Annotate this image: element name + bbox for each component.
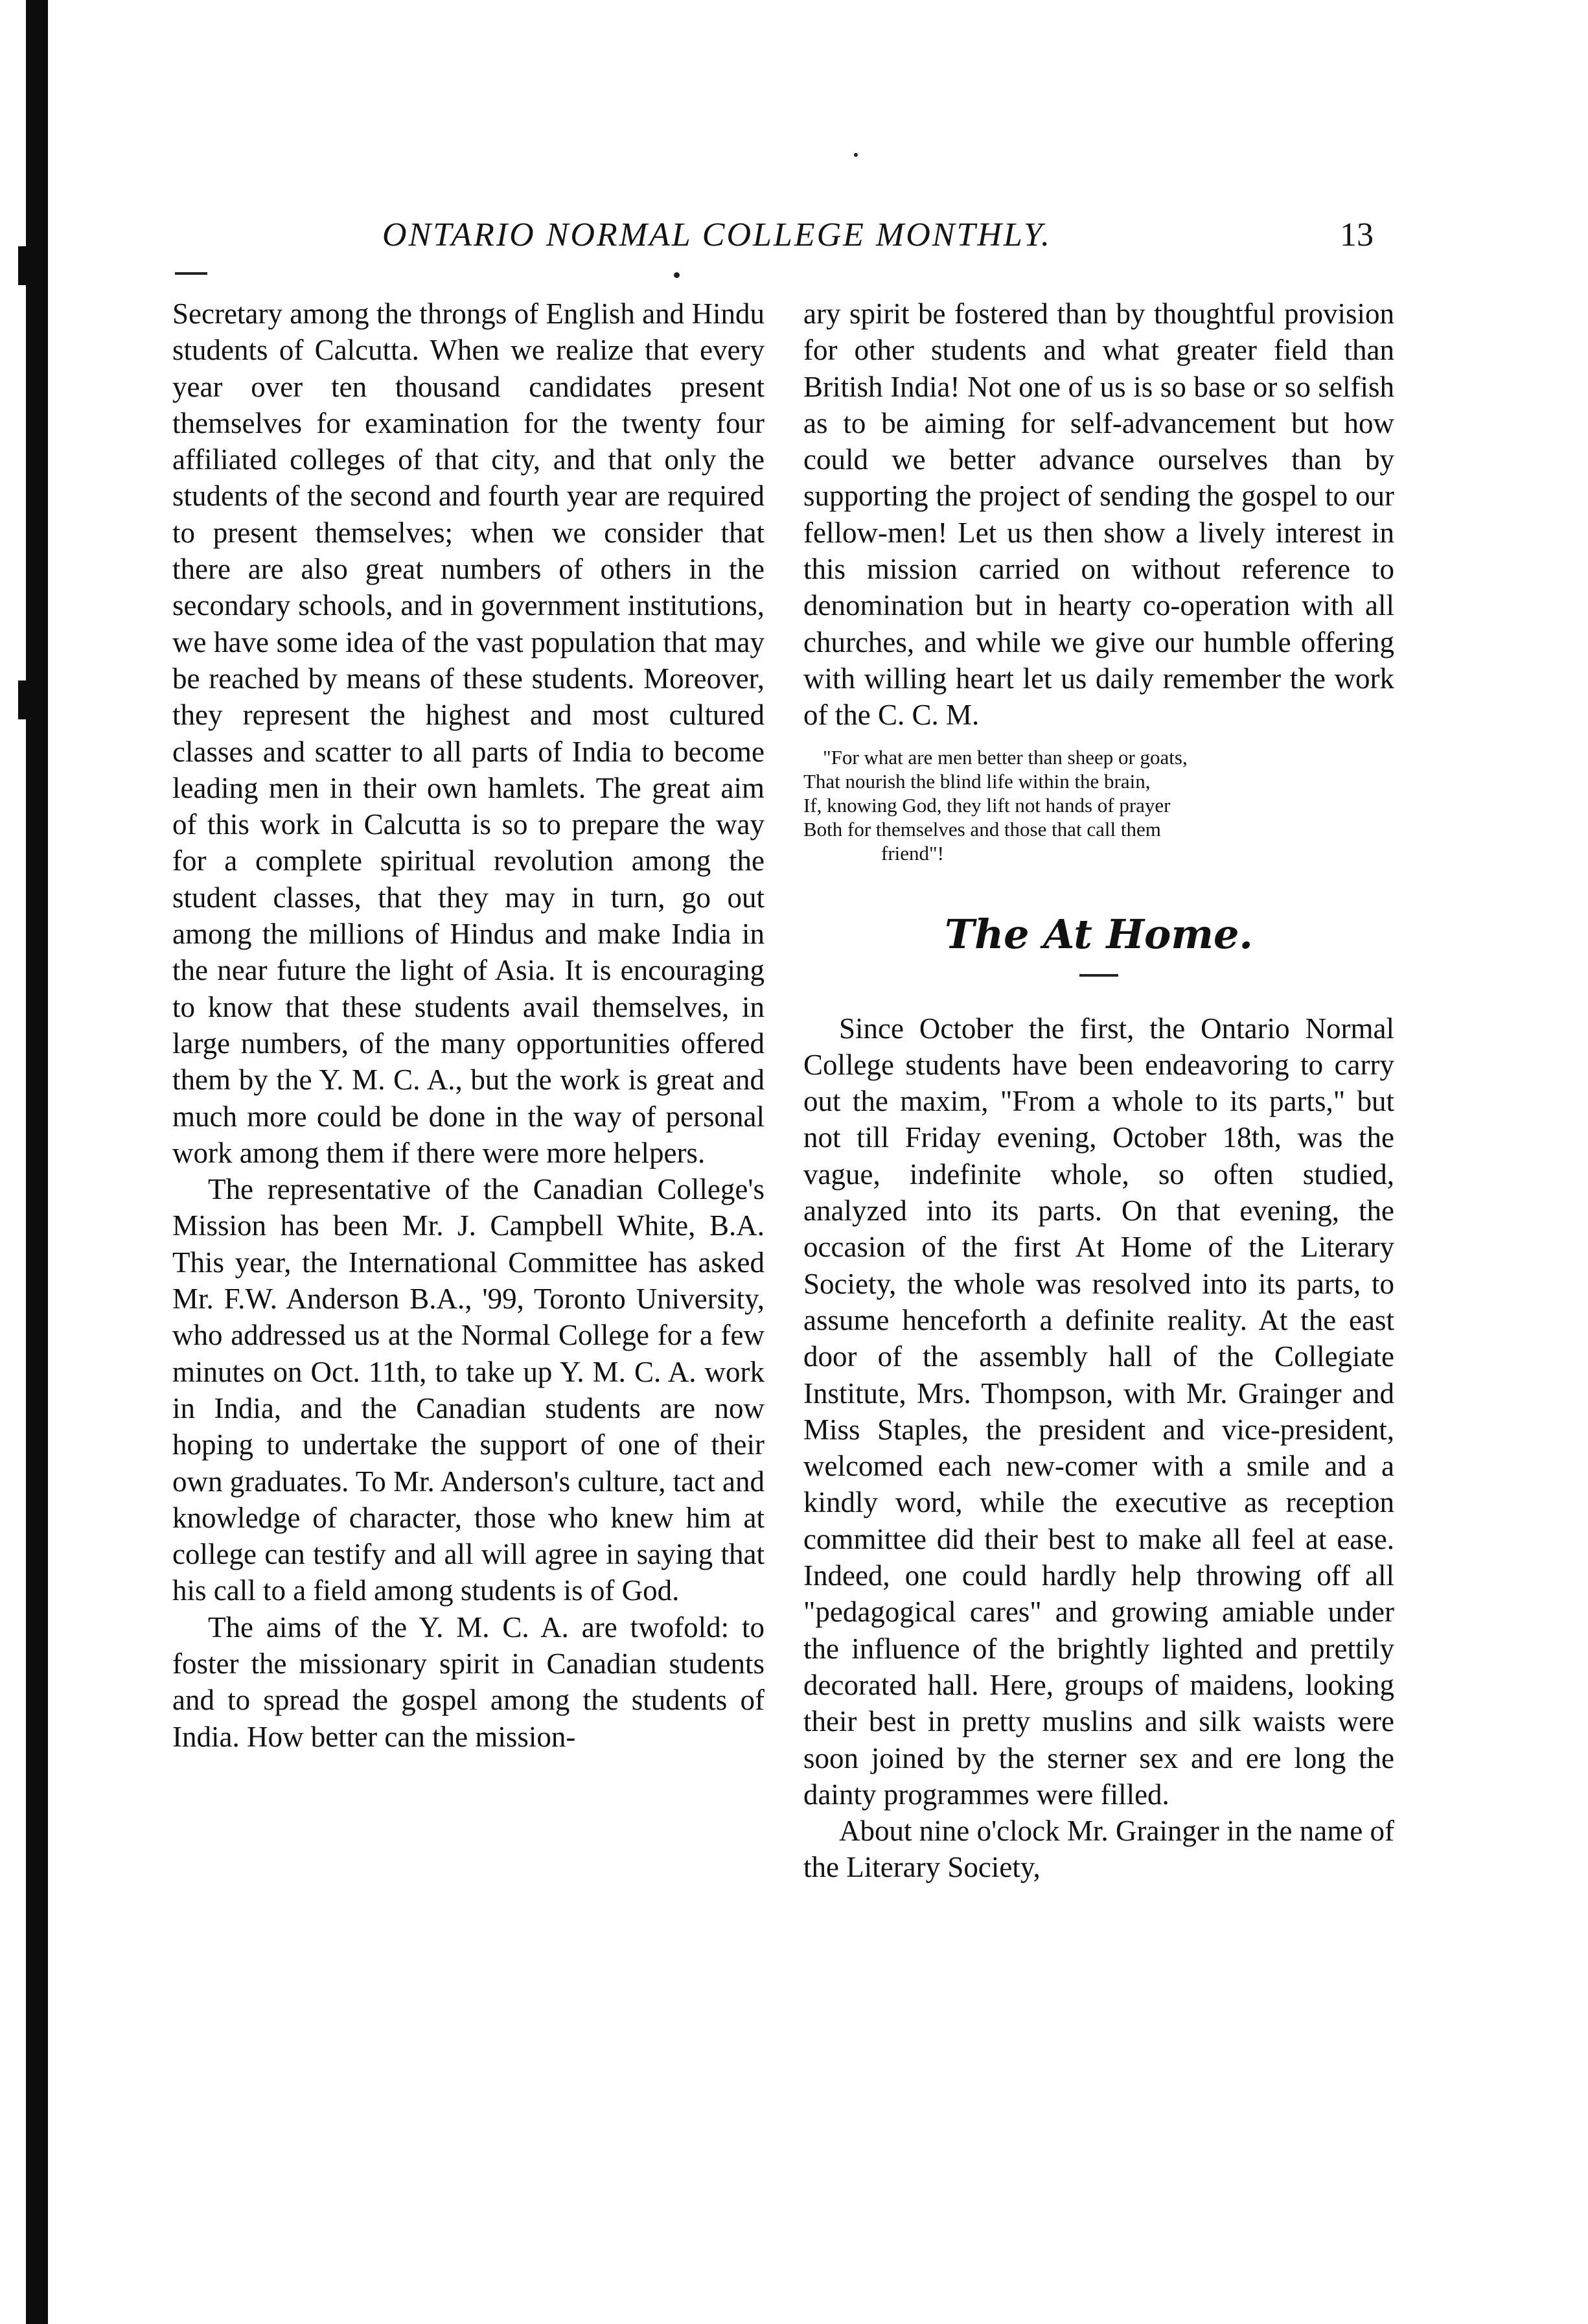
paragraph: Secretary among the throngs of English and Hindu students of Calcutta. When we realize that every year over ten thousand candidates present themselves for examination for the twenty four affiliated colleges of that city, and that only the students of the second and fourth year are required to present themselves; when we consider that there are also great numbers of others in the secondary schools, and in government institutions, we have some idea of the vast population that may be reached by means of these students. Moreover, they represent the highest and most cultured classes and scatter to all parts of India to become leading men in their own hamlets. The great aim of this work in Calcutta is so to prepare the way for a complete spiritual revolution among the student classes, that they may in turn, go out among the millions of Hindus and make India in the near future the light of Asia. It is encouraging to know that these students avail themselves, in large numbers, of the many opportunities offered them by the Y. M. C. A., but the work is great and much more could be done in the way of personal work among them if there were more helpers. xyxy=(172,297,765,1169)
binding-mark xyxy=(18,680,26,719)
running-title: ONTARIO NORMAL COLLEGE MONTHLY. xyxy=(382,216,1052,253)
paragraph: The representative of the Canadian College's Mission has been Mr. J. Campbell White, B.A. This year, the International Committee has asked Mr. F.W. Anderson B.A., '99, Toronto University, who addressed us at the Normal College for a few minutes on Oct. 11th, to take up Y. M. C. A. work in India, and the Canadian students are now hoping to undertake the support of one of their own graduates. To Mr. Anderson's culture, tact and knowledge of character, those who knew him at college can testify and all will agree in saying that his call to a field among students is of God. xyxy=(172,1173,765,1607)
header-rule xyxy=(175,272,207,275)
paragraph: About nine o'clock Mr. Grainger in the name of the Literary Society, xyxy=(803,1815,1394,1884)
section-title: The At Home. xyxy=(944,910,1254,958)
verse-line: friend"! xyxy=(881,841,944,865)
verse-line: That nourish the blind life within the brain, xyxy=(803,769,1151,793)
print-speck xyxy=(854,153,858,157)
verse-line: If, knowing God, they lift not hands of prayer xyxy=(803,793,1171,817)
verse-quote xyxy=(803,745,1394,865)
paragraph: Since October the first, the Ontario Normal College students have been endeavoring to carry out the maxim, "From a whole to its parts," but not till Friday evening, October 18th, was the vague, indefinite whole, so often studied, analyzed into its parts. On that evening, the occasion of the first At Home of the Literary Society, the whole was resolved into its parts, to assume henceforth a definite reality. At the east door of the assembly hall of the Collegiate Institute, Mrs. Thompson, with Mr. Grainger and Miss Staples, the president and vice-president, welcomed each new-comer with a smile and a kindly word, while the executive as reception committee did their best to make all feel at ease. Indeed, one could hardly help throwing off all "pedagogical cares" and growing amiable under the influence of the brightly lighted and prettily decorated hall. Here, groups of maidens, looking their best in pretty muslins and silk waists were soon joined by the sterner sex and ere long the dainty programmes were filled. xyxy=(803,1012,1394,1811)
right-column xyxy=(803,296,1394,1886)
verse-line: "For what are men better than sheep or goats, xyxy=(823,745,1188,769)
binding-edge xyxy=(26,0,48,2324)
binding-mark xyxy=(18,246,26,285)
paragraph: ary spirit be fostered than by thoughtful provision for other students and what greater field than British India! Not one of us is so base or so selfish as to be aiming for self-advancement but how could we better advance ourselves than by supporting the project of sending the gospel to our fellow-men! Let us then show a lively interest in this mission carried on without reference to denomination but in hearty co-operation with all churches, and while we give our humble offering with willing heart let us daily remember the work of the C. C. M. xyxy=(803,297,1394,732)
paragraph: The aims of the Y. M. C. A. are twofold: to foster the missionary spirit in Canadian students and to spread the gospel among the students of India. How better can the mission- xyxy=(172,1610,765,1753)
verse-line: Both for themselves and those that call them xyxy=(803,817,1161,841)
header-ornament xyxy=(674,272,680,278)
section-rule xyxy=(1079,974,1118,977)
page-number: 13 xyxy=(1340,216,1374,253)
left-column xyxy=(172,296,765,1755)
